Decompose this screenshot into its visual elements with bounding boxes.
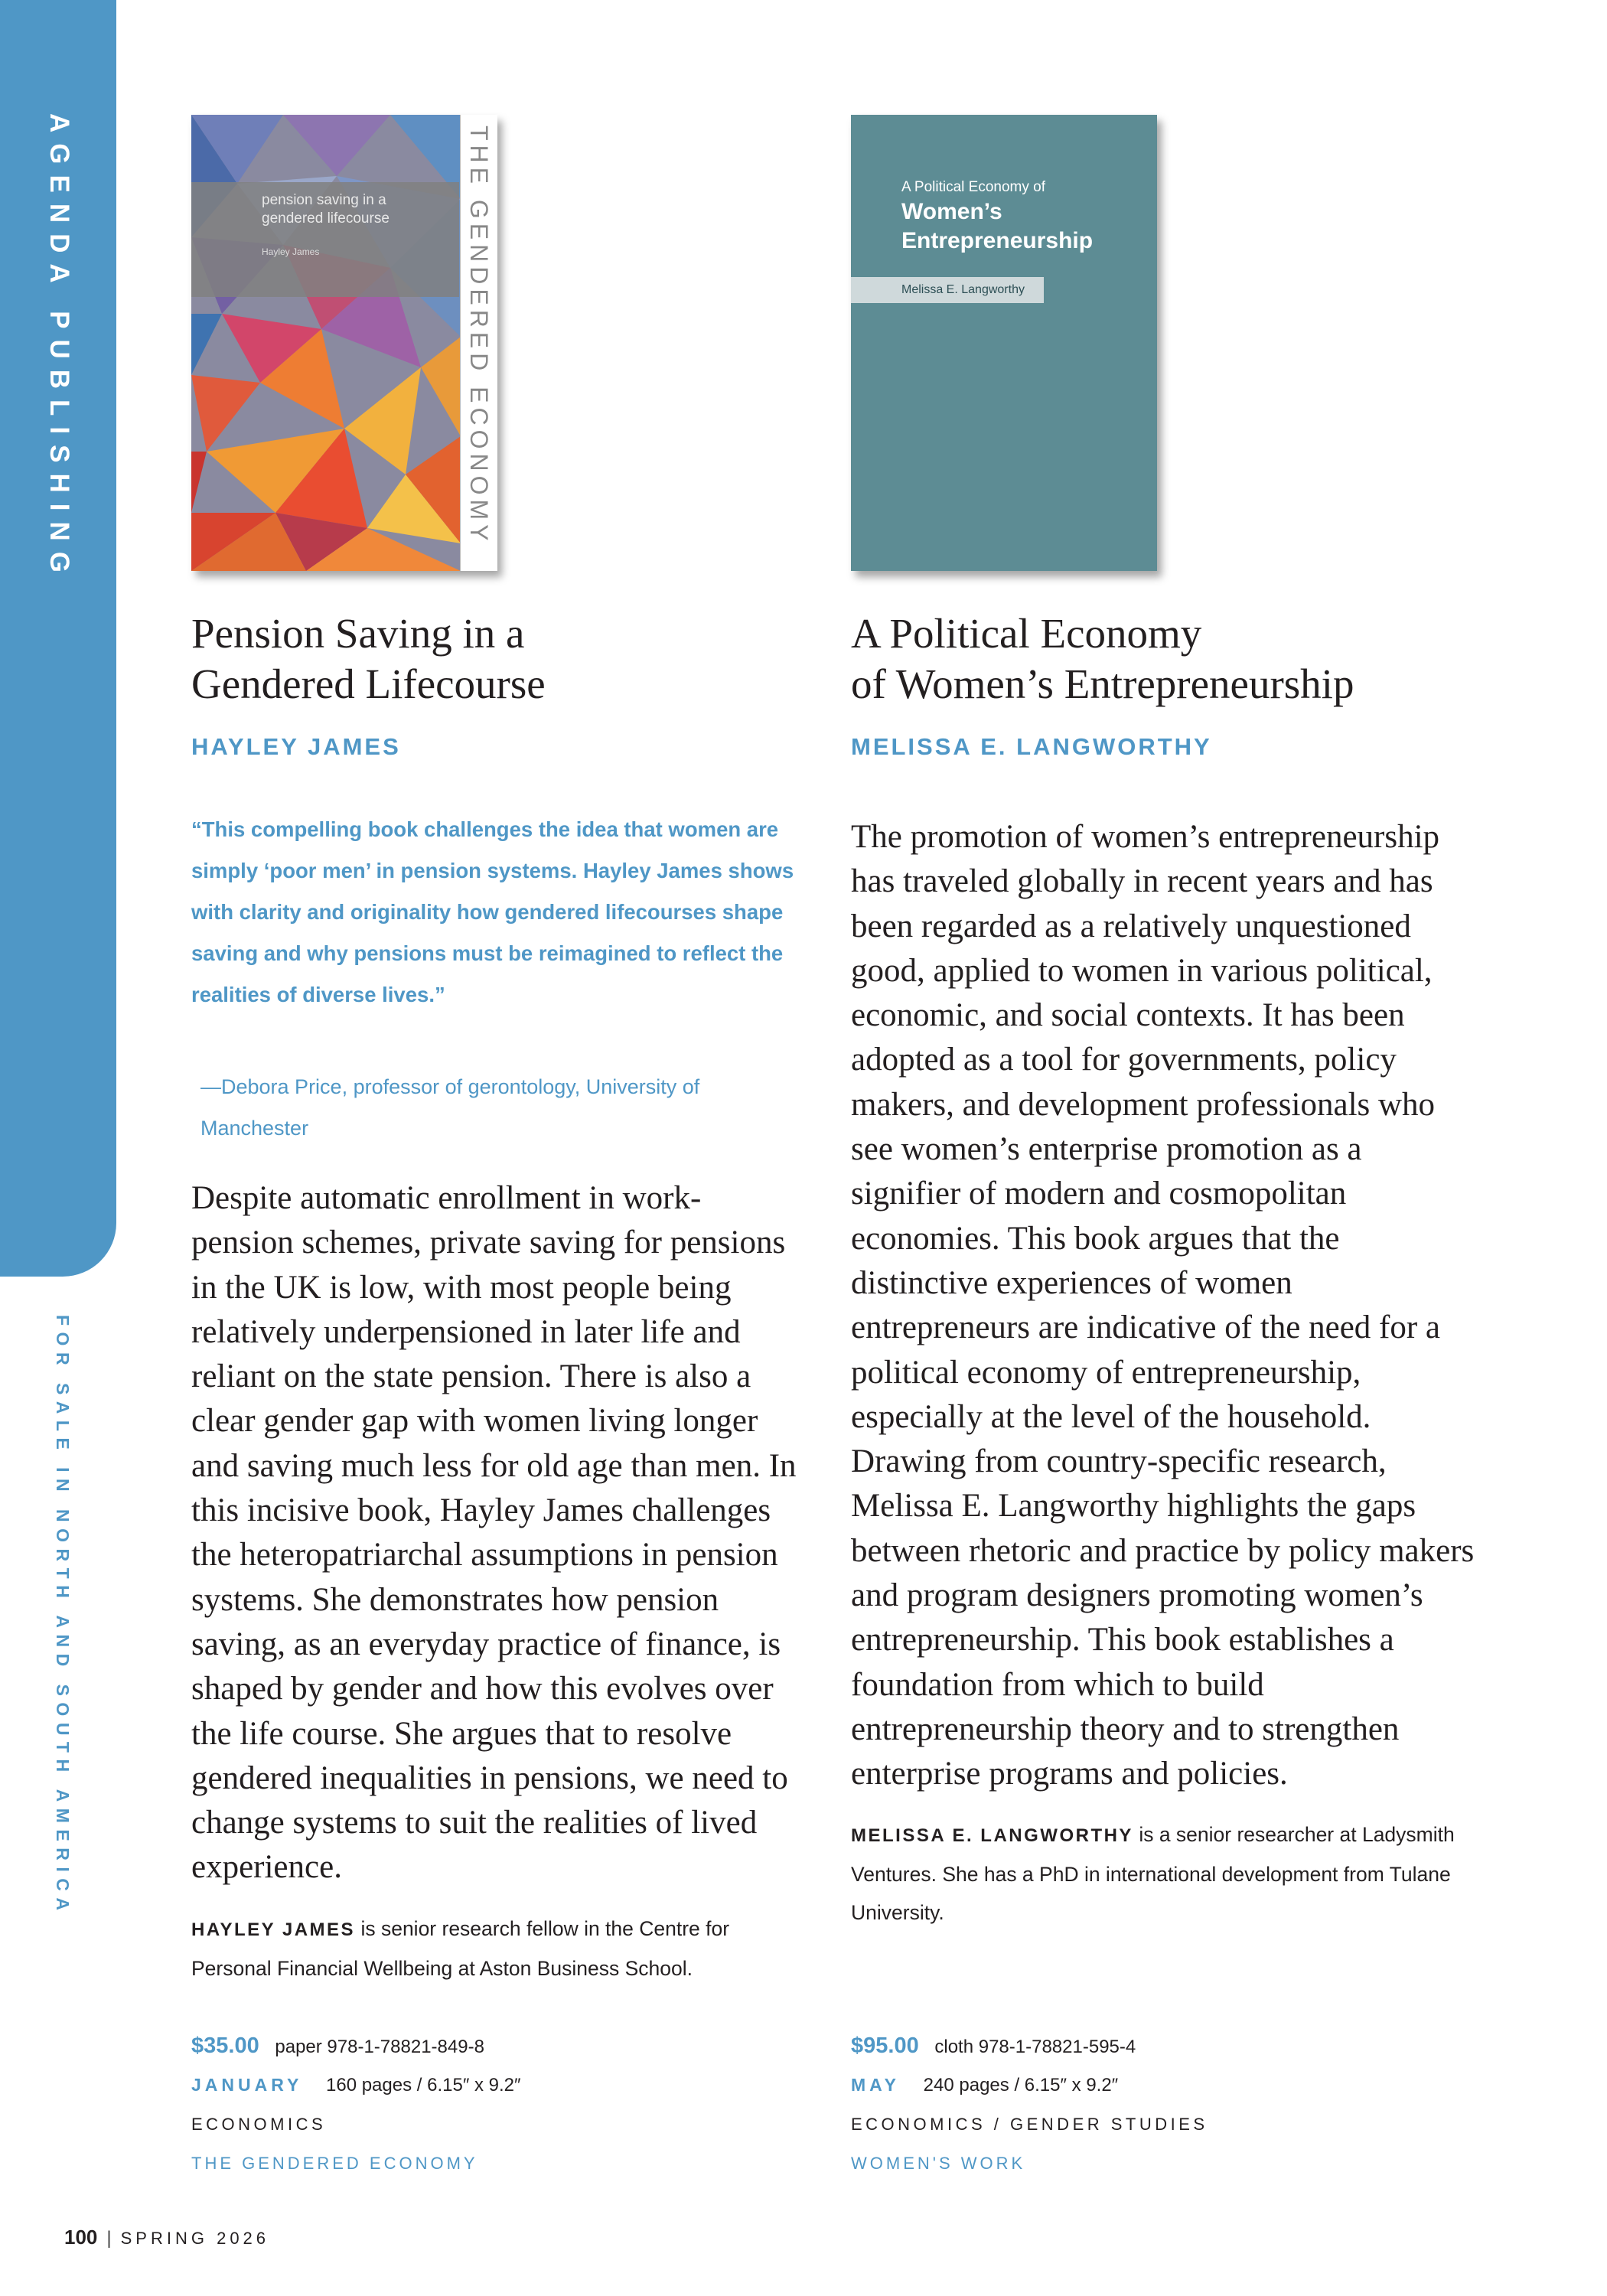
- author-bio-name: HAYLEY JAMES: [191, 1919, 356, 1940]
- territory-note: FOR SALE IN NORTH AND SOUTH AMERICA: [53, 1315, 73, 1917]
- price-line: [851, 2027, 1463, 2066]
- date-line: [191, 2066, 804, 2105]
- author-bio: [851, 1815, 1463, 1932]
- series: THE GENDERED ECONOMY: [191, 2154, 478, 2173]
- publication-month: MAY: [851, 2075, 900, 2095]
- endorsement-quote: “This compelling book challenges the idea that women are simply ‘poor men’ in pension systems. Hayley James shows with clarity and originality how gendered lifecourses shape saving and why pensions must be reimagined to reflect the realities of diverse lives.”: [191, 817, 794, 1006]
- series-line: [191, 2144, 804, 2183]
- publisher-name: AGENDA PUBLISHING: [44, 113, 74, 583]
- publisher-tab: [0, 0, 116, 1277]
- author-bio-name: MELISSA E. LANGWORTHY: [851, 1825, 1133, 1846]
- format-isbn: cloth 978-1-78821-595-4: [934, 2037, 1136, 2057]
- cover-author: Melissa E. Langworthy: [901, 283, 1025, 296]
- cover-author: Hayley James: [262, 246, 320, 257]
- subject-line: [851, 2105, 1463, 2144]
- price: $35.00: [191, 2033, 259, 2058]
- book-cover-womens-entrepreneurship: [851, 115, 1157, 571]
- cover-big-title: Women’s Entrepreneurship: [901, 199, 1094, 253]
- page-number: 100: [64, 2226, 98, 2249]
- cover-series-strip: [460, 115, 497, 571]
- series-line: [851, 2144, 1463, 2183]
- book-author: HAYLEY JAMES: [191, 733, 401, 760]
- catalog-season: SPRING 2026: [120, 2229, 270, 2248]
- book-metadata: [851, 2027, 1463, 2183]
- book-author: MELISSA E. LANGWORTHY: [851, 733, 1212, 760]
- subject: ECONOMICS / GENDER STUDIES: [851, 2115, 1208, 2134]
- page-footer: [64, 2226, 269, 2249]
- author-bio-text: is a senior researcher at Ladysmith Ventures. She has a PhD in international development from Tulane University.: [851, 1823, 1455, 1924]
- subject-line: [191, 2105, 804, 2144]
- pages-size: 240 pages / 6.15″ x 9.2″: [923, 2075, 1119, 2095]
- book-title: A Political Economy of Women’s Entrepreneurship: [851, 610, 1354, 707]
- book-metadata: [191, 2027, 804, 2183]
- subject: ECONOMICS: [191, 2115, 327, 2134]
- author-bio-text: is senior research fellow in the Centre for Personal Financial Wellbeing at Aston Business School.: [191, 1917, 730, 1980]
- series: WOMEN'S WORK: [851, 2154, 1026, 2173]
- book-description: Despite automatic enrollment in work-pension schemes, private saving for pensions in the UK is low, with most people being relatively underpensioned in later life and reliant on the state pension. There is also a clear gender gap with women living longer and saving much less for old age than men. In this incisive book, Hayley James challenges the heteropatriarchal assumptions in pension systems. She demonstrates how pension saving, as an everyday practice of finance, is shaped by gender and how this evolves over the life course. She argues that to resolve gendered inequalities in pensions, we need to change systems to suit the realities of lived experience.: [191, 1180, 797, 1886]
- cover-title: pension saving in a gendered lifecourse: [262, 192, 390, 227]
- cover-series: THE GENDERED ECONOMY: [465, 126, 493, 546]
- footer-separator: |: [106, 2228, 112, 2249]
- pages-size: 160 pages / 6.15″ x 9.2″: [326, 2075, 521, 2095]
- date-line: [851, 2066, 1463, 2105]
- price-line: [191, 2027, 804, 2066]
- format-isbn: paper 978-1-78821-849-8: [275, 2037, 484, 2057]
- publication-month: JANUARY: [191, 2075, 303, 2095]
- author-bio: [191, 1910, 804, 1988]
- book-cover-pension-saving: [191, 115, 497, 571]
- endorsement-attribution: —Debora Price, professor of gerontology, University of Manchester: [200, 1075, 700, 1140]
- book-description: The promotion of women’s entrepreneurship has traveled globally in recent years and has been regarded as a relatively unquestioned good, applied to women in various political, economic, and social contexts. It has been adopted as a tool for governments, policy makers, and development professionals who see women’s enterprise promotion as a signifier of modern and cosmopolitan economies. This book argues that the distinctive experiences of women entrepreneurs are indicative of the need for a political economy of entrepreneurship, especially at the level of the household. Drawing from country-specific research, Melissa E. Langworthy highlights the gaps between rhetoric and practice by policy makers and program designers promoting women’s entrepreneurship. This book establishes a foundation from which to build entrepreneurship theory and to strengthen enterprise programs and policies.: [851, 819, 1475, 1792]
- cover-small-title: A Political Economy of: [901, 179, 1045, 195]
- book-title: Pension Saving in a Gendered Lifecourse: [191, 610, 546, 707]
- price: $95.00: [851, 2033, 919, 2058]
